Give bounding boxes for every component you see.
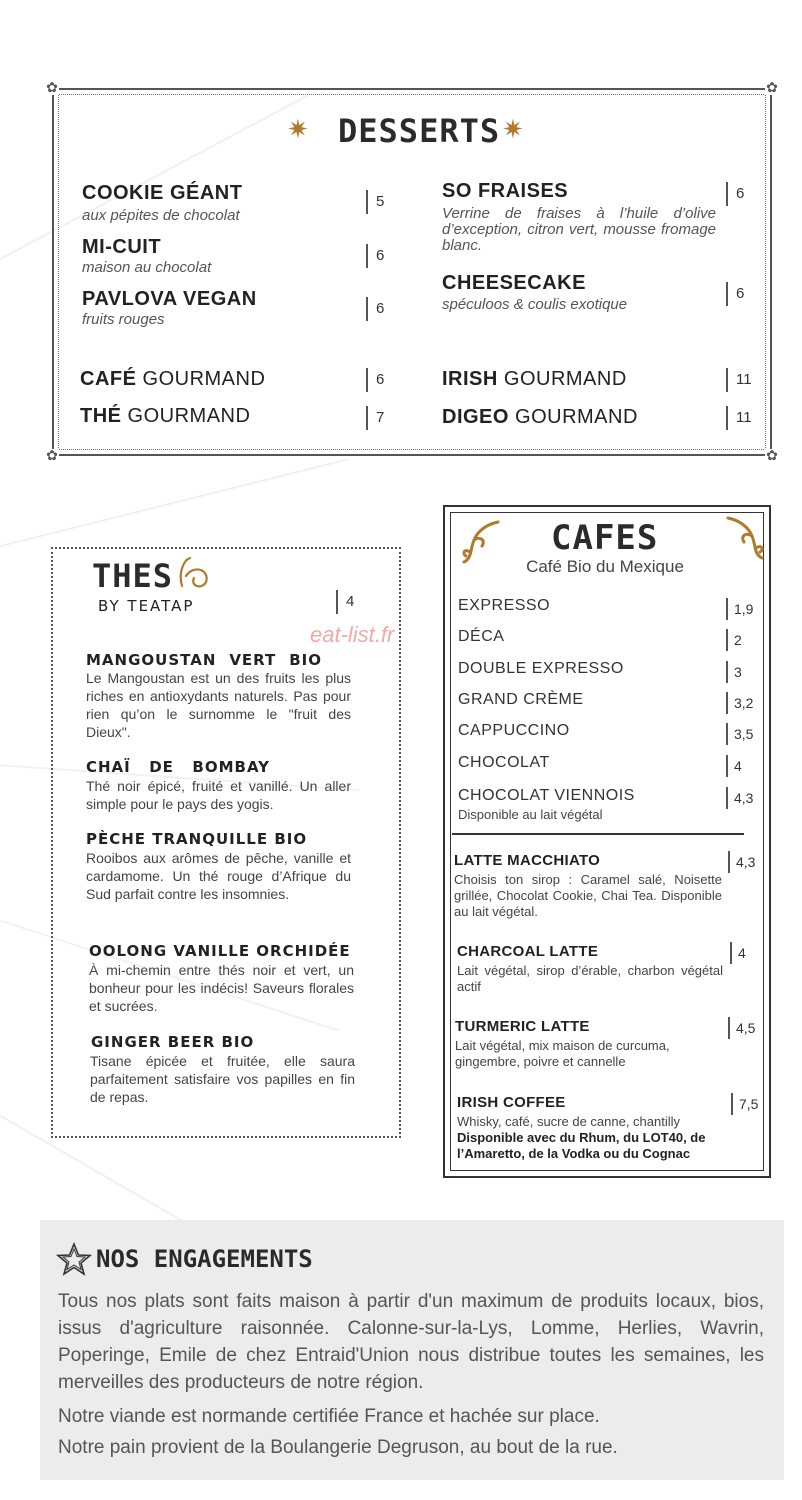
cafe-item: DOUBLE EXPRESSO <box>458 660 624 677</box>
tea-name: CHAÏ DE BOMBAY <box>86 758 270 776</box>
tea-name: GINGER BEER BIO <box>91 1033 255 1051</box>
cafe-price: 4,3 <box>726 787 753 809</box>
ornament-corner-icon: ✿ <box>766 448 778 464</box>
dessert-desc: spéculoos & coulis exotique <box>442 296 628 313</box>
cafe-item: DÉCA <box>458 628 505 645</box>
cafe-price: 4 <box>726 755 742 777</box>
latte-name: TURMERIC LATTE <box>455 1018 590 1035</box>
tea-desc: Rooibos aux arômes de pêche, vanille et cardamome. Un thé rouge d’Afrique du Sud parfait contre les insomnies. <box>86 850 351 902</box>
latte-name: IRISH COFFEE <box>457 1094 566 1111</box>
tea-name: OOLONG VANILLE ORCHIDÉE <box>89 942 351 960</box>
dessert-name: SO FRAISES <box>442 180 569 202</box>
gourmand-name: CAFÉ GOURMAND <box>80 368 266 390</box>
gourmand-name: IRISH GOURMAND <box>442 368 627 390</box>
cafe-price: 3,5 <box>726 723 753 745</box>
watermark: eat-list.fr <box>310 622 395 647</box>
engagements-paragraph: Notre pain provient de la Boulangerie Degruson, au bout de la rue. <box>58 1437 618 1458</box>
cafe-item: EXPRESSO <box>458 597 551 614</box>
latte-name: LATTE MACCHIATO <box>454 852 601 869</box>
dessert-price: 6 <box>726 182 744 206</box>
desserts-title: DESSERTS <box>338 112 501 150</box>
dessert-name: COOKIE GÉANT <box>82 182 243 204</box>
latte-desc: Choisis ton sirop : Caramel salé, Noisette grillée, Chocolat Cookie, Chai Tea. Disponible au lait végétal. <box>454 872 722 919</box>
teapot-swirl-icon <box>176 556 220 592</box>
star-icon: ✷ <box>502 115 524 145</box>
latte-name: CHARCOAL LATTE <box>457 943 599 960</box>
latte-desc: Lait végétal, mix maison de curcuma, gingembre, poivre et cannelle <box>455 1038 670 1069</box>
dessert-name: MI-CUIT <box>82 236 162 258</box>
gourmand-price: 6 <box>366 368 384 392</box>
gourmand-name: THÉ GOURMAND <box>80 405 251 427</box>
thes-price: 4 <box>336 590 354 614</box>
cafe-price: 2 <box>726 629 742 651</box>
latte-desc-bold: Disponible avec du Rhum, du LOT40, de l’Amaretto, de la Vodka ou du Cognac <box>457 1130 706 1161</box>
dessert-desc: Verrine de fraises à l’huile d’olive d’exception, citron vert, mousse fromage blanc. <box>442 205 716 254</box>
dessert-price: 6 <box>366 297 384 321</box>
engagements-paragraph: Notre viande est normande certifiée France et hachée sur place. <box>58 1406 600 1427</box>
star-outline-icon <box>56 1242 92 1276</box>
dessert-desc: maison au chocolat <box>82 259 212 276</box>
latte-price: 7,5 <box>731 1093 758 1115</box>
dessert-price: 6 <box>726 282 744 306</box>
tea-name: MANGOUSTAN VERT BIO <box>86 651 322 669</box>
cafes-divider <box>452 833 744 835</box>
cafe-price: 1,9 <box>726 598 753 620</box>
tea-desc: Thé noir épicé, fruité et vanillé. Un aller simple pour le pays des yogis. <box>86 778 351 812</box>
dessert-price: 5 <box>366 190 384 214</box>
cafes-title: CAFES <box>551 518 659 558</box>
latte-desc: Whisky, café, sucre de canne, chantilly Disponible avec du Rhum, du LOT40, de l’Amaretto, de la Vodka ou du Cognac <box>457 1114 706 1161</box>
dessert-name: PAVLOVA VEGAN <box>82 288 257 310</box>
dessert-desc: fruits rouges <box>82 311 165 328</box>
thes-subtitle: BY TEATAP <box>98 597 195 615</box>
ornament-flourish-icon <box>724 514 768 562</box>
gourmand-price: 11 <box>726 368 752 392</box>
cafe-item: CAPPUCCINO <box>458 722 570 739</box>
star-icon: ✷ <box>287 115 309 145</box>
cafe-item: GRAND CRÈME <box>458 691 584 708</box>
thes-title: THES <box>92 557 174 595</box>
ornament-corner-icon: ✿ <box>766 80 778 96</box>
latte-desc: Lait végétal, sirop d’érable, charbon végétal actif <box>457 963 723 994</box>
gourmand-name: DIGEO GOURMAND <box>442 406 638 428</box>
ornament-corner-icon: ✿ <box>46 80 58 96</box>
ornament-corner-icon: ✿ <box>46 448 58 464</box>
cafes-subtitle: Café Bio du Mexique <box>526 557 684 576</box>
cafe-note: Disponible au lait végétal <box>458 807 603 822</box>
engagements-title: NOS ENGAGEMENTS <box>96 1245 313 1273</box>
tea-name: PÈCHE TRANQUILLE BIO <box>86 830 308 848</box>
cafe-item: CHOCOLAT VIENNOIS <box>458 787 635 804</box>
tea-desc: À mi-chemin entre thés noir et vert, un bonheur pour les indécis! Saveurs florales et sucrées. <box>89 962 354 1014</box>
dessert-name: CHEESECAKE <box>442 272 586 294</box>
gourmand-price: 7 <box>366 406 384 430</box>
engagements-paragraph: Tous nos plats sont faits maison à partir d'un maximum de produits locaux, bios, issus d'agriculture raisonnée. Calonne-sur-la-Lys, Lomme, Herlies, Wavrin, Poperinge, Emile de chez Entraid'Union nous distribue toutes les semaines, les merveilles des producteurs de notre région. <box>58 1291 764 1393</box>
dessert-desc: aux pépites de chocolat <box>82 207 240 224</box>
tea-desc: Le Mangoustan est un des fruits les plus riches en antioxydants naturels. Pas pour rien qu’on le surnomme le "fruit des Dieux". <box>86 670 351 740</box>
latte-price: 4,3 <box>728 851 755 873</box>
ornament-flourish-icon <box>458 518 502 566</box>
tea-desc: Tisane épicée et fruitée, elle saura parfaitement satisfaire vos papilles en fin de repas. <box>90 1053 355 1105</box>
cafe-item: CHOCOLAT <box>458 754 550 771</box>
cafe-price: 3,2 <box>726 692 753 714</box>
latte-price: 4,5 <box>728 1017 755 1039</box>
cafe-price: 3 <box>726 661 742 683</box>
latte-price: 4 <box>730 942 746 964</box>
gourmand-price: 11 <box>726 406 752 430</box>
dessert-price: 6 <box>366 244 384 268</box>
